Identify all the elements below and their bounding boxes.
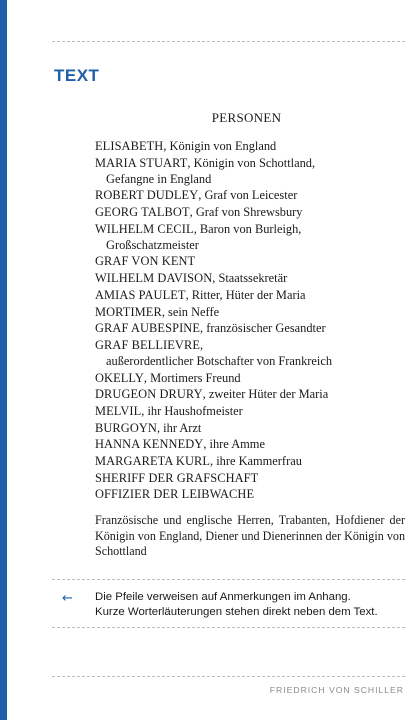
cast-entry [95,270,405,286]
cast-description: , Ritter, Hüter der Maria [185,287,306,302]
cast-entry [95,221,405,253]
cast-name: OKELLY [95,370,144,385]
cast-entry [95,436,405,452]
cast-name: MELVIL [95,403,142,418]
cast-name: MARGARETA KURL [95,454,211,468]
cast-description: , französischer Gesandter [200,321,326,336]
cast-entry [95,304,405,320]
cast-name: ELISABETH [95,139,164,153]
cast-entry [95,453,405,469]
cast-name: AMIAS PAULET [95,287,186,302]
cast-description: , sein Neffe [161,304,220,319]
cast-name: BURGOYN [95,420,157,435]
footer-author: FRIEDRICH VON SCHILLER [269,685,404,695]
cast-name: GRAF VON KENT [95,254,196,269]
cast-entry [95,187,405,203]
cast-entry [95,320,405,336]
cast-entry [95,486,405,502]
arrow-left-icon: ← [62,591,73,606]
cast-entry [95,370,405,386]
cast-description: , Baron von Burleigh, [193,221,302,236]
cast-description: , [200,337,204,352]
cast-entry [95,386,405,402]
cast-entry [95,337,405,369]
cast-description: , Graf von Shrewsbury [189,205,303,220]
cast-description-continued: außerordentlicher Botschafter von Frankreich [106,353,333,368]
cast-name: GRAF AUBESPINE [95,321,201,336]
cast-description: , zweiter Hüter der Maria [202,387,329,402]
cast-description: , Staatssekretär [212,271,288,286]
cast-description: , Königin von England [163,139,277,153]
cast-name: MORTIMER [95,304,162,319]
reading-note-line: Kurze Worterläuterungen stehen direkt neben dem Text. [95,606,378,618]
cast-description: , Graf von Leicester [198,188,298,203]
note-bottom-divider [52,627,405,628]
cast-name: OFFIZIER DER LEIBWACHE [95,487,255,502]
footer-divider [52,676,405,677]
cast-entry [95,204,405,220]
reading-note-line: Die Pfeile verweisen auf Anmerkungen im Anhang. [95,591,351,603]
cast-name: GEORG TALBOT [95,205,190,220]
cast-entry [95,138,405,154]
note-top-divider [52,579,405,580]
extras-paragraph: Französische und englische Herren, Trabanten, Hofdiener der Königin von England, Diener und Dienerinnen der Königin von Schottland [95,513,405,559]
cast-name: MARIA STUART [95,155,188,170]
cast-entry [95,253,405,269]
cast-description: , ihre Amme [203,437,265,452]
cast-name: DRUGEON DRURY [95,387,203,402]
cast-name: WILHELM DAVISON [95,271,213,286]
cast-list [95,138,405,503]
cast-description: , ihr Haushofmeister [141,403,243,418]
cast-name: GRAF BELLIEVRE [95,337,200,352]
cast-entry [95,287,405,303]
reading-note [95,590,405,620]
cast-description: , ihre Kammerfrau [210,454,302,468]
cast-entry [95,403,405,419]
cast-name: SHERIFF DER GRAFSCHAFT [95,470,259,485]
top-divider [52,41,405,42]
cast-description: , Mortimers Freund [143,370,241,385]
cast-heading: PERSONEN [211,110,282,125]
cast-description: , Königin von Schottland, [187,155,316,170]
cast-description-continued: Gefangne in England [106,171,212,186]
cast-name: WILHELM CECIL [95,221,194,236]
cast-description-continued: Großschatzmeister [106,237,199,252]
cast-entry [95,420,405,436]
cast-description: , ihr Arzt [156,420,202,435]
section-title: TEXT [54,66,100,85]
left-accent-bar [0,0,7,720]
cast-name: ROBERT DUDLEY [95,188,199,203]
cast-name: HANNA KENNEDY [95,437,204,452]
cast-entry [95,155,405,187]
cast-entry [95,470,405,486]
